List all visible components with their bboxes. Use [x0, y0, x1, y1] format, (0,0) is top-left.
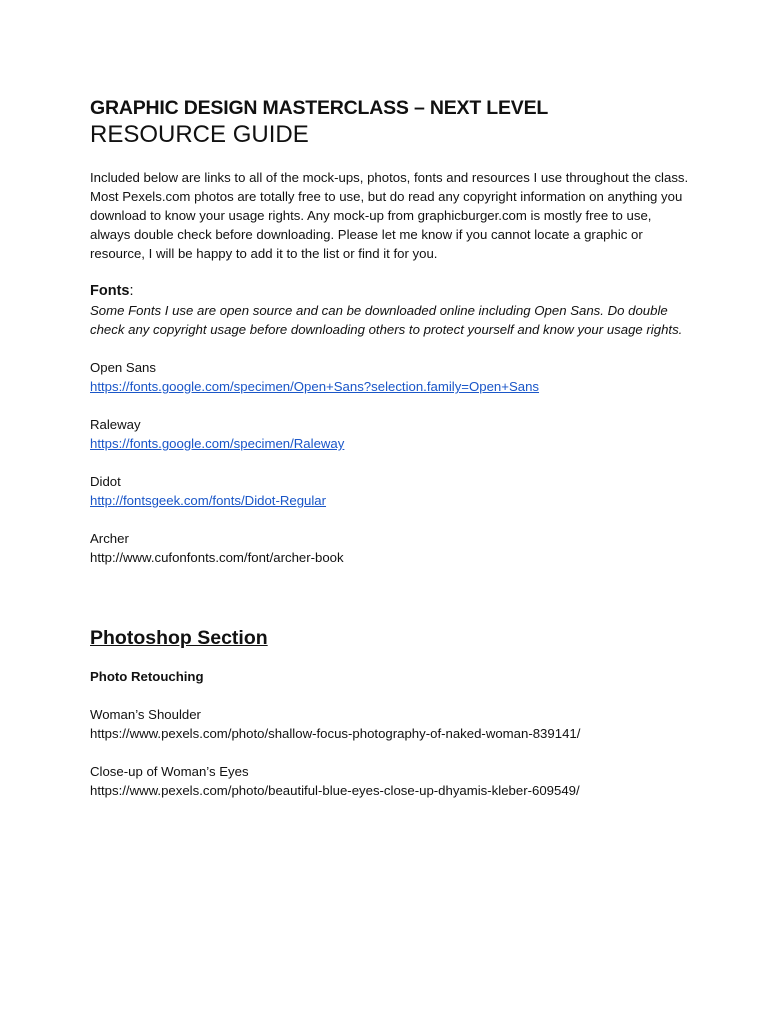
document-content	[90, 96, 690, 819]
resource-womans-eyes	[90, 762, 690, 800]
intro-paragraph: Included below are links to all of the mock-ups, photos, fonts and resources I use throughout the class. Most Pexels.com photos are totally free to use, but do read any copyright information on anything you download to know your usage rights. Any mock-up from graphicburger.com is mostly free to use, always double check before downloading. Please let me know if you cannot locate a graphic or resource, I will be happy to add it to the list or find it for you.	[90, 170, 689, 261]
font-name: Didot	[90, 474, 121, 489]
font-url-archer: http://www.cufonfonts.com/font/archer-book	[90, 550, 344, 565]
font-name: Open Sans	[90, 360, 156, 375]
fonts-note: Some Fonts I use are open source and can be downloaded online including Open Sans. Do double check any copyright usage before downloading others to protect yourself and know your usage rights.	[90, 303, 683, 337]
font-link-didot[interactable]: http://fontsgeek.com/fonts/Didot-Regular	[90, 493, 327, 508]
font-link-raleway[interactable]: https://fonts.google.com/specimen/Raleway	[90, 436, 345, 451]
font-name: Archer	[90, 531, 129, 546]
fonts-heading-colon: :	[129, 283, 134, 299]
photoshop-section-heading: Photoshop Section	[90, 627, 268, 649]
document-title: GRAPHIC DESIGN MASTERCLASS – NEXT LEVEL	[90, 97, 549, 119]
resource-url: https://www.pexels.com/photo/shallow-focus-photography-of-naked-woman-839141/	[90, 726, 581, 741]
font-entry-didot	[90, 472, 690, 510]
document-subtitle: RESOURCE GUIDE	[90, 121, 309, 148]
font-link-open-sans[interactable]: https://fonts.google.com/specimen/Open+Sans?selection.family=Open+Sans	[90, 379, 540, 394]
resource-womans-shoulder	[90, 705, 690, 743]
photo-retouching-heading: Photo Retouching	[90, 669, 204, 684]
fonts-heading-text: Fonts	[90, 283, 130, 299]
font-entry-open-sans	[90, 358, 690, 396]
font-entry-archer	[90, 529, 690, 567]
resource-title: Woman’s Shoulder	[90, 707, 201, 722]
font-name: Raleway	[90, 417, 141, 432]
resource-url: https://www.pexels.com/photo/beautiful-blue-eyes-close-up-dhyamis-kleber-609549/	[90, 783, 580, 798]
font-entry-raleway	[90, 415, 690, 453]
resource-title: Close-up of Woman’s Eyes	[90, 764, 249, 779]
fonts-heading	[90, 281, 690, 301]
